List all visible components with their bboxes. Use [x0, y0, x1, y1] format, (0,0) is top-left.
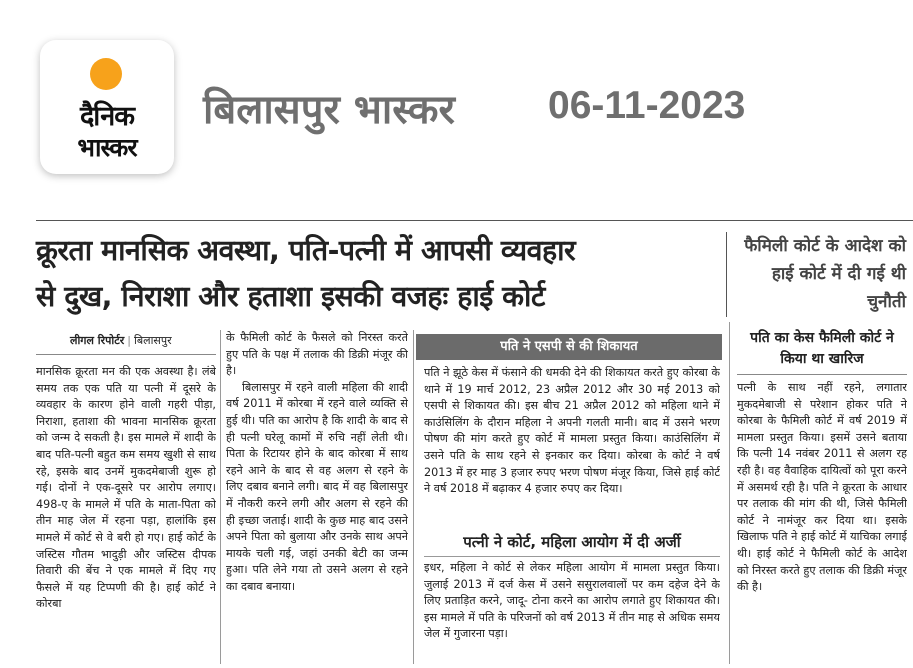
side-headline: फैमिली कोर्ट के आदेश को हाई कोर्ट में दी गई थी चुनौती — [744, 236, 906, 312]
article-column-2-para-2: बिलासपुर में रहने वाली महिला की शादी वर्ष 2011 में कोरबा में रहने वाले व्यक्ति से हुई थी। पति का आरोप है कि शादी के बाद से ही पत्नी घरेलू कामों में रुचि नहीं लेती थी। पिता के रिटायर होने के बाद कोरबा में साथ रहने आने के बाद से वह अलग से रहने के लिए दबाव बनाने लगी। बाद में वह बिलासपुर में नौकरी करने लगी और अलग से रहने की ही इच्छा जताई। शादी के कुछ माह बाद उसने अपने पिता को बुलाया और उनके साथ अपने मायके चली गई, जहां उनकी बेटी का जन्म हुआ। पति लेने गया तो उसने अलग से रहने का दबाव बनाया। — [226, 380, 408, 593]
article-column-1: मानसिक क्रूरता मन की एक अवस्था है। लंबे समय तक एक पति या पत्नी में दूसरे के व्यवहार के कारण होने वाली गहरी पीड़ा, निराशा, हताशा की भावना मानसिक क्रूरता को जन्म दे सकती है। इस मामले में शादी के बाद पति-पत्नी बहुत कम समय खुशी से साथ रहे, इसके बाद उनमें मुकदमेबाजी शुरू हो गई। दोनों ने एक-दूसरे पर आरोप लगाए। 498-ए के मामले में पति के माता-पिता को तीन माह जेल में रहना पड़ा, हालांकि इस मामले में कोर्ट से वे बरी हो गए। हाई कोर्ट के जस्टिस गौतम भादुड़ी और जस्टिस दीपक तिवारी की बेंच ने एक मामले में दिए गए फैसले में यह टिप्पणी की है। हाई कोर्ट ने कोरबा — [36, 365, 216, 611]
column-divider — [729, 322, 730, 664]
byline-reporter: लीगल रिपोर्टर — [70, 334, 125, 347]
edition-name: बिलासपुर भास्कर — [203, 87, 455, 133]
headline-line-1: क्रूरता मानसिक अवस्था, पति-पत्नी में आपसी व्यवहार — [36, 234, 576, 267]
article-column-4: पत्नी के साथ नहीं रहने, लगातार मुकदमेबाजी से परेशान होकर पति ने कोरबा के फैमिली कोर्ट में वर्ष 2019 में मामला प्रस्तुत किया। इसमें उसने बताया कि पत्नी 14 नवंबर 2011 से अलग रह रही है। वह वैवाहिक दायित्वों को पूरा करने में असमर्थ रही है। पति ने क्रूरता के आधार पर तलाक की मांग की थी, जिसे फैमिली कोर्ट ने नामंजूर कर दिया था। इसके खिलाफ पति ने हाई कोर्ट में याचिका लगाई थी। हाई कोर्ट ने फैमिली कोर्ट के आदेश को निरस्त करते हुए तलाक की डिक्री मंजूर की है। — [737, 381, 907, 594]
top-divider — [36, 220, 913, 221]
column-divider — [413, 330, 414, 664]
column-divider — [220, 330, 221, 664]
byline — [70, 333, 172, 348]
byline-separator: | — [127, 334, 131, 347]
byline-divider — [36, 354, 216, 355]
side-headline-divider — [726, 232, 734, 317]
edition-date: 06-11-2023 — [548, 84, 746, 127]
subsection-divider — [424, 556, 720, 557]
logo-text-bhaskar: भास्कर — [77, 133, 137, 162]
subsection-banner: पति ने एसपी से की शिकायत — [416, 334, 722, 360]
article-column-3-lower: इधर, महिला ने कोर्ट से लेकर महिला आयोग में मामला प्रस्तुत किया। जुलाई 2013 में दर्ज केस में उसने ससुरालवालों पर कम दहेज देने के लिए प्रताड़ित करने, जादू- टोना करने का आरोप लगाते हुए शिकायत की। इस मामले में पति के परिजनों को वर्ष 2013 में तीन माह से अधिक समय जेल में गुजारना पड़ा। — [424, 561, 720, 641]
article-column-3: पति ने झूठे केस में फंसाने की धमकी देने की शिकायत करते हुए कोरबा के थाने में 19 मार्च 2012, 23 अप्रैल 2012 और 30 मई 2013 को एसपी से शिकायत की। इस बीच 21 अप्रैल 2012 को महिला थाने में काउंसिलिंग के दौरान महिला ने अपनी गलती मानी। बाद में उसने भरण पोषण की मांग करते हुए कोर्ट में मामला प्रस्तुत किया। काउंसिलिंग में उसने पति के साथ रहने से इनकार कर दिया। कोरबा के कोर्ट ने वर्ष 2013 में हर माह 3 हजार रुपए भरण पोषण मंजूर किया, जिसे हाई कोर्ट ने वर्ष 2018 में बढ़ाकर 4 हजार रुपए कर दिया। — [424, 366, 720, 496]
article-column-2 — [226, 330, 408, 664]
subsection-heading: पत्नी ने कोर्ट, महिला आयोग में दी अर्जी — [463, 533, 681, 551]
logo-text-dainik: दैनिक — [79, 101, 135, 132]
right-subsection-divider — [737, 374, 907, 375]
article-column-2-para-1: के फैमिली कोर्ट के फैसले को निरस्त करते हुए पति के पक्ष में तलाक की डिक्री मंजूर की है। — [226, 331, 408, 378]
byline-city: बिलासपुर — [134, 334, 172, 347]
main-headline — [36, 228, 726, 320]
dainik-bhaskar-logo — [40, 40, 174, 174]
right-subsection-heading: पति का केस फैमिली कोर्ट ने किया था खारिज — [750, 330, 894, 367]
sun-icon — [90, 58, 122, 90]
headline-line-2: से दुख, निराशा और हताशा इसकी वजहः हाई कोर्ट — [36, 280, 545, 313]
